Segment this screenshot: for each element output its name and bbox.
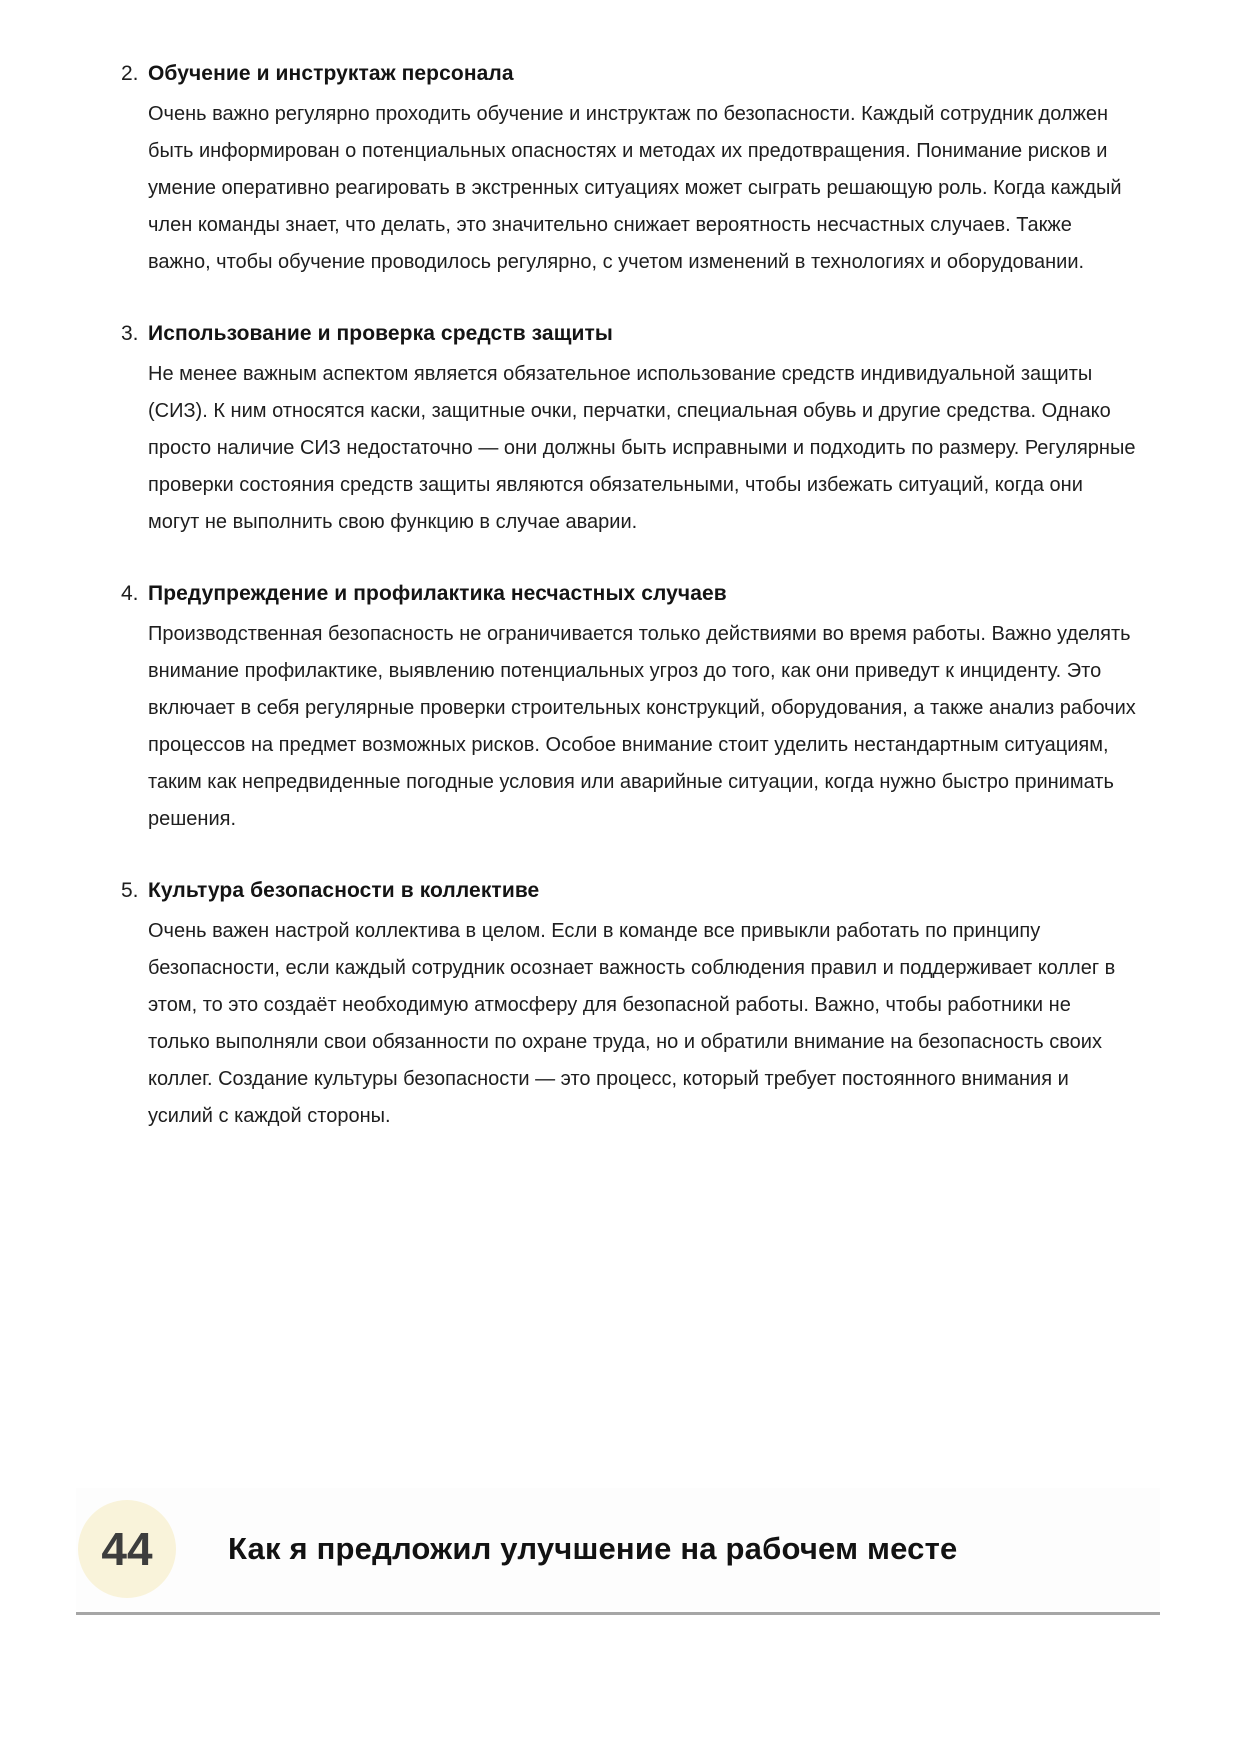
chapter-header	[0, 1488, 1239, 1628]
list-item	[0, 874, 1239, 1135]
list-item	[0, 577, 1239, 838]
list-item-title: Предупреждение и профилактика несчастных случаев	[148, 582, 727, 605]
list-item-title: Использование и проверка средств защиты	[148, 322, 613, 345]
list-item-number: 2.	[121, 62, 139, 85]
list-item-content	[148, 874, 1137, 1135]
list-item-number: 4.	[121, 582, 139, 605]
chapter-title: Как я предложил улучшение на рабочем месте	[228, 1531, 958, 1566]
chapter-header-row	[0, 1488, 1239, 1610]
list-item-text: Очень важно регулярно проходить обучение и инструктаж по безопасности. Каждый сотрудник должен быть информирован о потенциальных опасностях и методах их предотвращения. Понимание рисков и умение оперативно реагировать в экстренных ситуациях может сыграть решающую роль. Когда каждый член команды знает, что делать, это значительно снижает вероятность несчастных случаев. Также важно, чтобы обучение проводилось регулярно, с учетом изменений в технологиях и оборудовании.	[148, 103, 1122, 273]
list-item-number: 5.	[121, 879, 139, 902]
list-item-title: Обучение и инструктаж персонала	[148, 62, 514, 85]
list-item-content	[148, 577, 1137, 838]
list-item-content	[148, 317, 1137, 541]
chapter-number-badge: 44	[78, 1500, 176, 1598]
list-item-text: Не менее важным аспектом является обязательное использование средств индивидуальной защиты (СИЗ). К ним относятся каски, защитные очки, перчатки, специальная обувь и другие средства. Однако просто наличие СИЗ недостаточно — они должны быть исправными и подходить по размеру. Регулярные проверки состояния средств защиты являются обязательными, чтобы избежать ситуаций, когда они могут не выполнить свою функцию в случае аварии.	[148, 363, 1136, 533]
list-item-number: 3.	[121, 322, 139, 345]
list-item-content	[148, 57, 1137, 281]
list-item	[0, 317, 1239, 541]
list-item-text: Очень важен настрой коллектива в целом. Если в команде все привыкли работать по принципу безопасности, если каждый сотрудник осознает важность соблюдения правил и поддерживает коллег в этом, то это создаёт необходимую атмосферу для безопасной работы. Важно, чтобы работники не только выполняли свои обязанности по охране труда, но и обратили внимание на безопасность своих коллег. Создание культуры безопасности — это процесс, который требует постоянного внимания и усилий с каждой стороны.	[148, 920, 1116, 1127]
list-item-title: Культура безопасности в коллективе	[148, 879, 540, 902]
list-item	[0, 57, 1239, 281]
divider-rule	[76, 1612, 1160, 1615]
list-item-text: Производственная безопасность не ограничивается только действиями во время работы. Важно уделять внимание профилактике, выявлению потенциальных угроз до того, как они приведут к инциденту. Это включает в себя регулярные проверки строительных конструкций, оборудования, а также анализ рабочих процессов на предмет возможных рисков. Особое внимание стоит уделить нестандартным ситуациям, таким как непредвиденные погодные условия или аварийные ситуации, когда нужно быстро принимать решения.	[148, 623, 1136, 830]
